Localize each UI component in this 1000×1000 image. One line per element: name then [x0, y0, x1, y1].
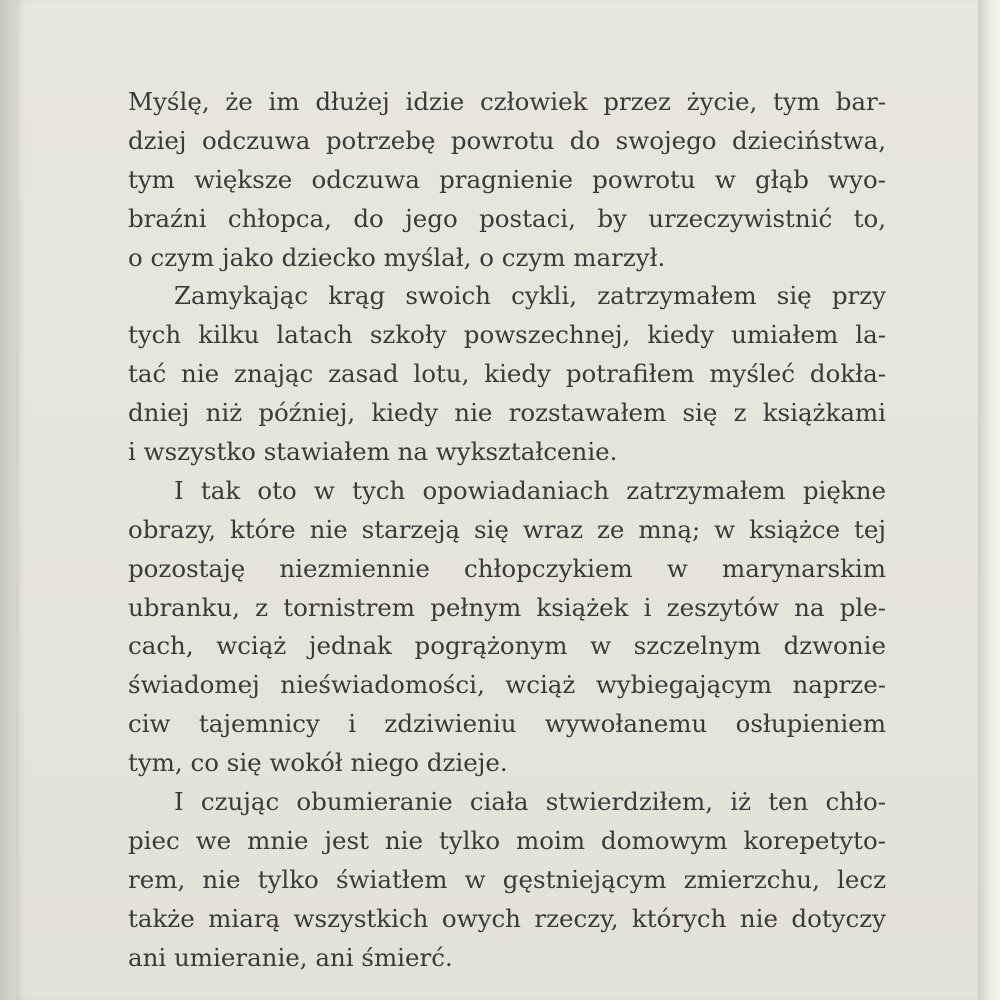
text-line: i wszystko stawiałem na wykształcenie. — [128, 437, 618, 467]
paragraph-1 — [128, 83, 886, 277]
text-line: tym, co się wokół niego dzieje. — [128, 748, 508, 778]
text-line: braźni chłopca, do jego postaci, by urzeczywistnić to, — [128, 203, 886, 233]
book-gutter-edge — [0, 0, 16, 1000]
text-line: obrazy, które nie starzeją się wraz ze mną; w książce tej — [128, 514, 886, 544]
paragraph-2 — [128, 277, 886, 471]
text-line: tych kilku latach szkoły powszechnej, kiedy umiałem la- — [128, 320, 886, 350]
text-line: tym większe odczuwa pragnienie powrotu w głąb wyo- — [128, 164, 886, 194]
paragraph-3 — [128, 472, 886, 783]
text-line: tać nie znając zasad lotu, kiedy potrafiłem myśleć dokła- — [128, 359, 886, 389]
text-line: Myślę, że im dłużej idzie człowiek przez życie, tym bar- — [128, 87, 886, 116]
text-line: cach, wciąż jednak pogrążonym w szczelnym dzwonie — [128, 631, 886, 661]
text-line: ani umieranie, ani śmierć. — [128, 942, 453, 972]
text-line: rem, nie tylko światłem w gęstniejącym zmierzchu, lecz — [128, 864, 886, 894]
text-line: I tak oto w tych opowiadaniach zatrzymałem piękne — [174, 475, 886, 505]
text-line: ciw tajemnicy i zdziwieniu wywołanemu osłupieniem — [128, 709, 886, 739]
text-line: piec we mnie jest nie tylko moim domowym korepetyto- — [128, 825, 886, 855]
text-line: Zamykając krąg swoich cykli, zatrzymałem się przy — [174, 281, 886, 311]
page-text — [128, 83, 886, 977]
text-line: dziej odczuwa potrzebę powrotu do swojego dzieciństwa, — [128, 125, 886, 155]
text-line: ubranku, z tornistrem pełnym książek i zeszytów na ple- — [128, 592, 886, 622]
text-line: dniej niż później, kiedy nie rozstawałem się z książkami — [128, 398, 886, 428]
paragraph-4 — [128, 783, 886, 977]
text-line: o czym jako dziecko myślał, o czym marzył. — [128, 242, 666, 272]
text-line: także miarą wszystkich owych rzeczy, których nie dotyczy — [128, 903, 886, 933]
text-line: świadomej nieświadomości, wciąż wybiegającym naprze- — [128, 670, 886, 700]
text-line: I czując obumieranie ciała stwierdziłem, iż ten chło- — [174, 787, 886, 817]
page-right-edge — [978, 0, 1000, 1000]
text-line: pozostaję niezmiennie chłopczykiem w marynarskim — [128, 553, 886, 583]
